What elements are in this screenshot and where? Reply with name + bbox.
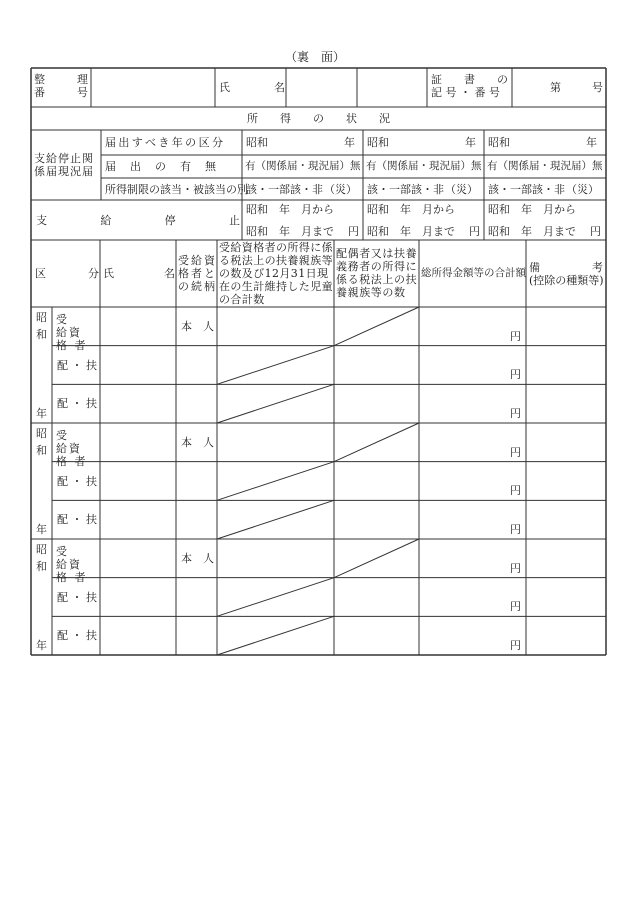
yen-text: 円: [348, 225, 359, 238]
label-part: 考: [592, 261, 603, 274]
era-label: 和: [36, 328, 47, 341]
row-category-label: 受 給資 格 者: [56, 313, 95, 352]
relation-self: 本 人: [181, 320, 214, 333]
suspension-label: [36, 214, 240, 227]
person-name-field[interactable]: [101, 347, 175, 384]
name-header-left: 氏: [103, 267, 114, 280]
year-section-label: 届出すべき年の区分: [105, 136, 226, 149]
person-name-field[interactable]: [101, 463, 175, 500]
diagonal-strike: [217, 462, 334, 501]
person-name-field[interactable]: [101, 308, 175, 345]
applicability-text: 該・一部該・非: [488, 183, 565, 196]
presence-option[interactable]: 有（関係届・現況届）無: [487, 160, 603, 172]
remarks-field[interactable]: [527, 308, 605, 345]
suspension-from[interactable]: 昭和 年 月から: [367, 203, 455, 216]
person-name-field[interactable]: [101, 501, 175, 538]
label-part: 給: [100, 214, 112, 227]
applicability-option[interactable]: [367, 183, 478, 196]
name-header-right: 名: [164, 267, 175, 280]
category-header-right: 分: [88, 267, 99, 280]
applicability-option[interactable]: [488, 183, 599, 196]
remarks-field[interactable]: [527, 617, 605, 654]
reference-number-field[interactable]: [92, 69, 214, 106]
era-text: 昭和: [246, 136, 268, 149]
label-part: 支: [36, 214, 47, 227]
reference-label-line1: [34, 73, 88, 86]
year-cell[interactable]: [488, 136, 597, 149]
row-category-label: 配 ・ 扶: [57, 397, 97, 411]
row-category-label: 配 ・ 扶: [57, 474, 97, 488]
yen-unit: 円: [510, 368, 521, 382]
presence-label: 届出の有無: [105, 160, 230, 173]
diagonal-strike: [217, 346, 334, 385]
person-name-field[interactable]: [101, 385, 175, 422]
remarks-header-title: [529, 261, 603, 274]
diagonal-strike: [334, 307, 419, 346]
yen-unit: 円: [510, 600, 521, 614]
yen-unit: 円: [510, 407, 521, 420]
diagonal-strike: [217, 578, 334, 617]
certificate-label-line1: 証 書 の: [431, 73, 508, 86]
row-category-label: 配 ・ 扶: [57, 590, 97, 604]
era-label: 昭: [36, 543, 47, 556]
yen-text: 円: [590, 225, 601, 238]
yen-unit: 円: [510, 523, 521, 536]
number-prefix: 第: [550, 81, 561, 94]
disaster-text: （災）: [324, 183, 357, 196]
era-label: 和: [36, 444, 47, 457]
relation-self: 本 人: [181, 552, 214, 565]
yen-unit: 円: [510, 445, 521, 459]
disaster-text: （災）: [566, 183, 599, 196]
suspension-until[interactable]: [367, 225, 480, 238]
suspension-from[interactable]: 昭和 年 月から: [246, 203, 334, 216]
diagonal-strike: [217, 616, 334, 655]
relation-header: 受給資格者との続柄: [178, 254, 217, 293]
remarks-field[interactable]: [527, 385, 605, 422]
notice-group-label: 支給停止関係届現況届: [34, 152, 94, 178]
presence-option[interactable]: 有（関係届・現況届）無: [245, 160, 361, 172]
remarks-field[interactable]: [527, 463, 605, 500]
reference-number-label: [34, 73, 88, 99]
person-name-field[interactable]: [101, 579, 175, 616]
diagonal-strike: [334, 539, 419, 578]
remarks-field[interactable]: [527, 347, 605, 384]
yen-unit: 円: [510, 484, 521, 498]
presence-option[interactable]: 有（関係届・現況届）無: [366, 160, 482, 172]
applicability-text: 該・一部該・非: [246, 183, 323, 196]
era-label: 昭: [36, 427, 47, 440]
yen-unit: 円: [510, 561, 521, 575]
year-text: 年: [465, 136, 476, 149]
page-title: （裏 面）: [284, 50, 345, 64]
name-label: 氏 名: [219, 81, 285, 94]
era-text: 昭和: [488, 136, 510, 149]
relation-field[interactable]: [177, 347, 216, 384]
relation-field[interactable]: [177, 501, 216, 538]
applicability-label: 所得制限の該当・被該当の別: [105, 183, 248, 196]
label-part: 整: [34, 73, 45, 86]
person-name-field[interactable]: [101, 617, 175, 654]
remarks-field[interactable]: [527, 424, 605, 461]
number-suffix: 号: [592, 81, 603, 94]
remarks-header: [529, 261, 603, 287]
relation-field[interactable]: [177, 385, 216, 422]
until-text: 昭和 年 月まで: [246, 225, 334, 238]
era-label: 昭: [36, 311, 47, 324]
remarks-field[interactable]: [527, 579, 605, 616]
yen-unit: 円: [510, 639, 521, 652]
row-category-label: 配 ・ 扶: [57, 629, 97, 643]
suspension-until[interactable]: [488, 225, 601, 238]
applicability-option[interactable]: [246, 183, 357, 196]
relation-self: 本 人: [181, 436, 214, 449]
diagonal-strike: [217, 384, 334, 423]
certificate-label-line2: 記 号 ・ 番 号: [431, 86, 500, 99]
year-text: 年: [586, 136, 597, 149]
era-year-label: 年: [36, 523, 47, 536]
remarks-field[interactable]: [527, 540, 605, 577]
remarks-header-sub: (控除の種類等): [529, 274, 604, 287]
total-income-header: 総所得金額等の合計額: [421, 267, 526, 279]
relation-field[interactable]: [177, 579, 216, 616]
row-category-label: 受 給資 格 者: [56, 429, 95, 468]
era-year-label: 年: [36, 639, 47, 652]
suspension-from[interactable]: 昭和 年 月から: [488, 203, 576, 216]
remarks-field[interactable]: [527, 501, 605, 538]
era-year-label: 年: [36, 407, 47, 420]
yen-text: 円: [469, 225, 480, 238]
suspension-until[interactable]: [246, 225, 359, 238]
year-text: 年: [344, 136, 355, 149]
year-cell[interactable]: [367, 136, 476, 149]
yen-unit: 円: [510, 329, 521, 343]
person-name-field[interactable]: [101, 424, 175, 461]
label-part: 番: [34, 86, 45, 99]
label-part: 備: [529, 261, 540, 274]
label-part: 理: [77, 73, 88, 86]
label-part: 号: [77, 86, 88, 99]
row-category-label: 配 ・ 扶: [57, 513, 97, 527]
era-text: 昭和: [367, 136, 389, 149]
until-text: 昭和 年 月まで: [367, 225, 455, 238]
income-status-title: 所 得 の 状 況: [247, 112, 390, 125]
relation-field[interactable]: [177, 617, 216, 654]
certificate-label: [431, 73, 509, 99]
reference-label-line2: [34, 86, 88, 99]
diagonal-strike: [334, 423, 419, 462]
row-category-label: 配 ・ 扶: [57, 358, 97, 372]
year-cell[interactable]: [246, 136, 355, 149]
name-field[interactable]: [287, 69, 425, 106]
person-name-field[interactable]: [101, 540, 175, 577]
category-header-left: 区: [35, 267, 46, 280]
disaster-text: （災）: [445, 183, 478, 196]
row-category-label: 受 給資 格 者: [56, 545, 95, 584]
diagonal-strike: [217, 500, 334, 539]
until-text: 昭和 年 月まで: [488, 225, 576, 238]
applicability-text: 該・一部該・非: [367, 183, 444, 196]
relation-field[interactable]: [177, 463, 216, 500]
era-label: 和: [36, 560, 47, 573]
suspension-label-text: [36, 214, 240, 227]
label-part: 停: [164, 214, 176, 227]
label-part: 止: [228, 214, 240, 227]
spouse-dependents-header: 配偶者又は扶養義務者の所得に係る税法上の扶養親族等の数: [336, 247, 418, 299]
dependents-header: 受給資格者の所得に係る税法上の扶養親族等の数及び12月31日現在の生計維持した児童の合計数: [219, 241, 333, 306]
